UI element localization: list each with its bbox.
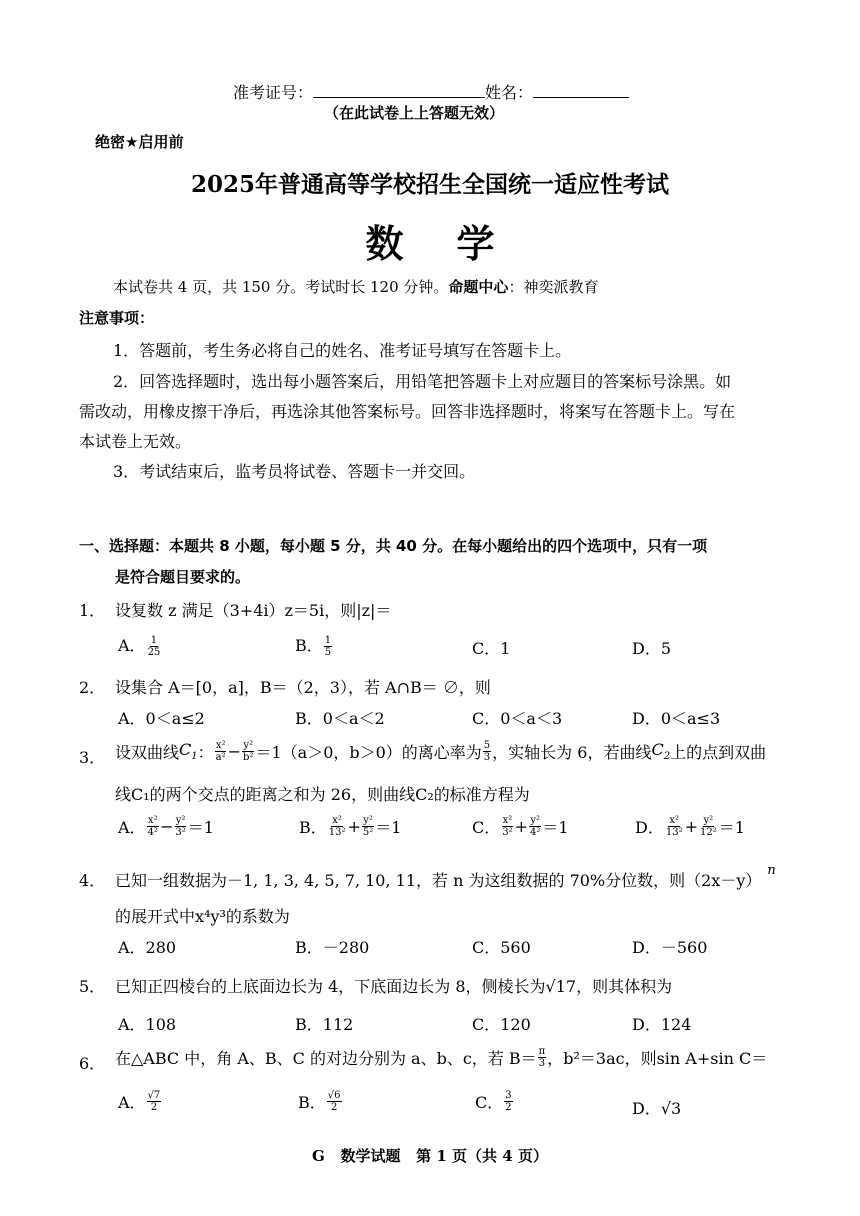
q3-b-tail: ＝1 — [375, 818, 402, 837]
id-blank[interactable] — [313, 83, 485, 98]
id-line — [233, 80, 629, 103]
q1-a-num: 1 — [150, 635, 158, 646]
q5-number: 5． — [79, 977, 106, 996]
q2-option-a[interactable]: A．0＜a≤2 — [118, 709, 205, 728]
q1-b-num: 1 — [324, 635, 332, 646]
q6-option-a[interactable]: A． $\frac{√7}{2}$ — [118, 1090, 161, 1113]
name-label: 姓名： — [485, 83, 534, 102]
section1-line1: 一、选择题：本题共 8 小题，每小题 5 分，共 40 分。在每小题给出的四个选项中，只有一项 — [79, 537, 708, 555]
q4-text-line2: 的展开式中x⁴y³的系数为 — [115, 907, 290, 926]
center-name: ：神奕派教育 — [508, 278, 599, 296]
q1-b-label: B． — [295, 636, 323, 655]
note-1: 1．答题前，考生务必将自己的姓名、准考证号填写在答题卡上。 — [113, 341, 572, 360]
q3-text-d: 上的点到双曲 — [670, 743, 767, 762]
q1-option-d[interactable]: D．5 — [632, 639, 672, 658]
q3-c-label: C． — [472, 818, 501, 837]
q4-option-b[interactable]: B．－280 — [295, 938, 370, 957]
q3-a-tail: ＝1 — [187, 818, 214, 837]
q1-option-b[interactable] — [295, 633, 333, 658]
q4-option-a[interactable]: A．280 — [118, 938, 177, 957]
q3-a-label: A． — [118, 818, 146, 837]
q4-number: 4． — [79, 871, 106, 890]
q6-text-a: 在△ABC 中，角 A、B、C 的对边分别为 a、b、c，若 B＝ — [115, 1049, 537, 1068]
q2-option-b[interactable]: B．0＜a＜2 — [295, 709, 385, 728]
center-label: 命题中心 — [448, 278, 509, 296]
q6-option-c[interactable]: C． $\frac{3}{2}$ — [475, 1090, 512, 1113]
note-2-line3: 本试卷上无效。 — [79, 432, 192, 451]
exam-title: 2025年普通高等学校招生全国统一适应性考试 — [190, 171, 669, 198]
note-3: 3．考试结束后，监考员将试卷、答题卡一并交回。 — [113, 462, 476, 481]
q5-text: 已知正四棱台的上底面边长为 4，下底面边长为 8，侧棱长为√17，则其体积为 — [115, 977, 673, 996]
q6-number: 6． — [79, 1054, 106, 1073]
intro-line — [113, 276, 598, 297]
q3-option-d[interactable]: D． $\frac{\text{x²}}{\text{13²}}$ + $\frac{\text{y²}}{\text{12²}}$ ＝1 — [635, 815, 745, 838]
q3-text-c: ，实轴长为 6，若曲线 — [492, 743, 652, 762]
q2-number: 2． — [79, 678, 106, 697]
q2-option-d[interactable]: D．0＜a≤3 — [632, 709, 721, 728]
q4-text: 已知一组数据为－1, 1, 3, 4, 5, 7, 10, 11，若 n 为这组数据的 70%分位数，则$(2x-y)^n$ — [115, 863, 776, 890]
q6-text: 在△ABC 中，角 A、B、C 的对边分别为 a、b、c，若 B＝ $\frac{\pi}{3}$ ，b²＝3ac，则sin A+sin C＝ — [115, 1046, 768, 1069]
q3-number: 3． — [79, 748, 106, 767]
q6-a-label: A． — [118, 1093, 146, 1112]
q3-option-c[interactable]: C． $\frac{\text{x²}}{\text{3²}}$ + $\frac{\text{y²}}{\text{4²}}$ ＝1 — [472, 815, 569, 838]
q1-a-label: A． — [118, 636, 146, 655]
q4-text-main: 已知一组数据为－1, 1, 3, 4, 5, 7, 10, 11，若 n 为这组数据的 70%分位数，则（2x－y） — [115, 871, 762, 890]
q6-option-b[interactable]: B． $\frac{√6}{2}$ — [298, 1090, 341, 1113]
note-2-line2: 需改动，用橡皮擦干净后，再选涂其他答案标号。回答非选择题时，将案写在答题卡上。写在 — [79, 402, 736, 421]
q1-b-den: 5 — [324, 647, 332, 658]
q6-text-b: ，b²＝3ac，则sin A+sin C＝ — [547, 1049, 768, 1068]
subject-title: 数 学 — [365, 222, 495, 266]
q1-a-den: 25 — [147, 647, 161, 658]
note-2-line1: 2．回答选择题时，选出每小题答案后，用铅笔把答题卡上对应题目的答案标号涂黑。如 — [113, 372, 732, 391]
invalid-note: （在此试卷上上答题无效） — [324, 104, 505, 122]
q3-text-b: ＝1（a＞0，b＞0）的离心率为 — [255, 743, 482, 762]
q3-c-tail: ＝1 — [542, 818, 569, 837]
q3-text-a: 设双曲线 — [115, 743, 180, 762]
q6-b-label: B． — [298, 1093, 326, 1112]
q3-option-b[interactable]: B． $\frac{\text{x²}}{\text{13²}}$ + $\frac{\text{y²}}{\text{5²}}$ ＝1 — [299, 815, 402, 838]
intro-text: 本试卷共 4 页，共 150 分。考试时长 120 分钟。 — [113, 278, 449, 296]
q3-option-a[interactable]: A． $\frac{\text{x²}}{\text{4²}}$ − $\frac{\text{y²}}{\text{3²}}$ ＝1 — [118, 815, 214, 838]
id-label: 准考证号： — [233, 83, 314, 102]
secret-label: 绝密★启用前 — [95, 133, 184, 151]
q6-option-d[interactable]: D．√3 — [632, 1099, 682, 1118]
q3-curve-c1: $C_1$ — [179, 740, 198, 763]
name-blank[interactable] — [533, 83, 629, 98]
q1-option-a[interactable] — [118, 633, 162, 658]
section1-line2: 是符合题目要求的。 — [115, 568, 251, 586]
q3-b-label: B． — [299, 818, 327, 837]
q3-d-tail: ＝1 — [718, 818, 745, 837]
q4-option-d[interactable]: D．－560 — [632, 938, 708, 957]
q6-c-label: C． — [475, 1093, 504, 1112]
q1-option-c[interactable]: C．1 — [472, 639, 511, 658]
q4-option-c[interactable]: C．560 — [472, 938, 531, 957]
q5-option-c[interactable]: C．120 — [472, 1015, 531, 1034]
q1-number: 1． — [79, 601, 106, 620]
q1-text: 设复数 z 满足（3+4i）z＝5i，则|z|＝ — [115, 601, 392, 620]
q3-text-line2: 线C₁的两个交点的距离之和为 26，则曲线C₂的标准方程为 — [115, 785, 530, 804]
notes-heading: 注意事项： — [79, 309, 155, 327]
q5-option-b[interactable]: B．112 — [295, 1015, 354, 1034]
q2-text: 设集合 A＝[0，a]，B＝（2，3），若 A∩B＝ ∅，则 — [115, 678, 491, 697]
q3-text: 设双曲线 $C_1$ ： $\frac{\text{x²}}{\text{a²}}$ − $\frac{\text{y²}}{\text{b²}}$ ＝1（a＞0，b＞0）的离心率为 $\frac{5}{3}$ ，实轴长为 6，若曲线 $C_2$ 上的点到双曲 — [115, 740, 767, 763]
q2-option-c[interactable]: C．0＜a＜3 — [472, 709, 563, 728]
q5-option-a[interactable]: A．108 — [118, 1015, 177, 1034]
page-footer: G 数学试题 第 1 页（共 4 页） — [312, 1147, 548, 1165]
q3-d-label: D． — [635, 818, 664, 837]
q5-option-d[interactable]: D．124 — [632, 1015, 692, 1034]
